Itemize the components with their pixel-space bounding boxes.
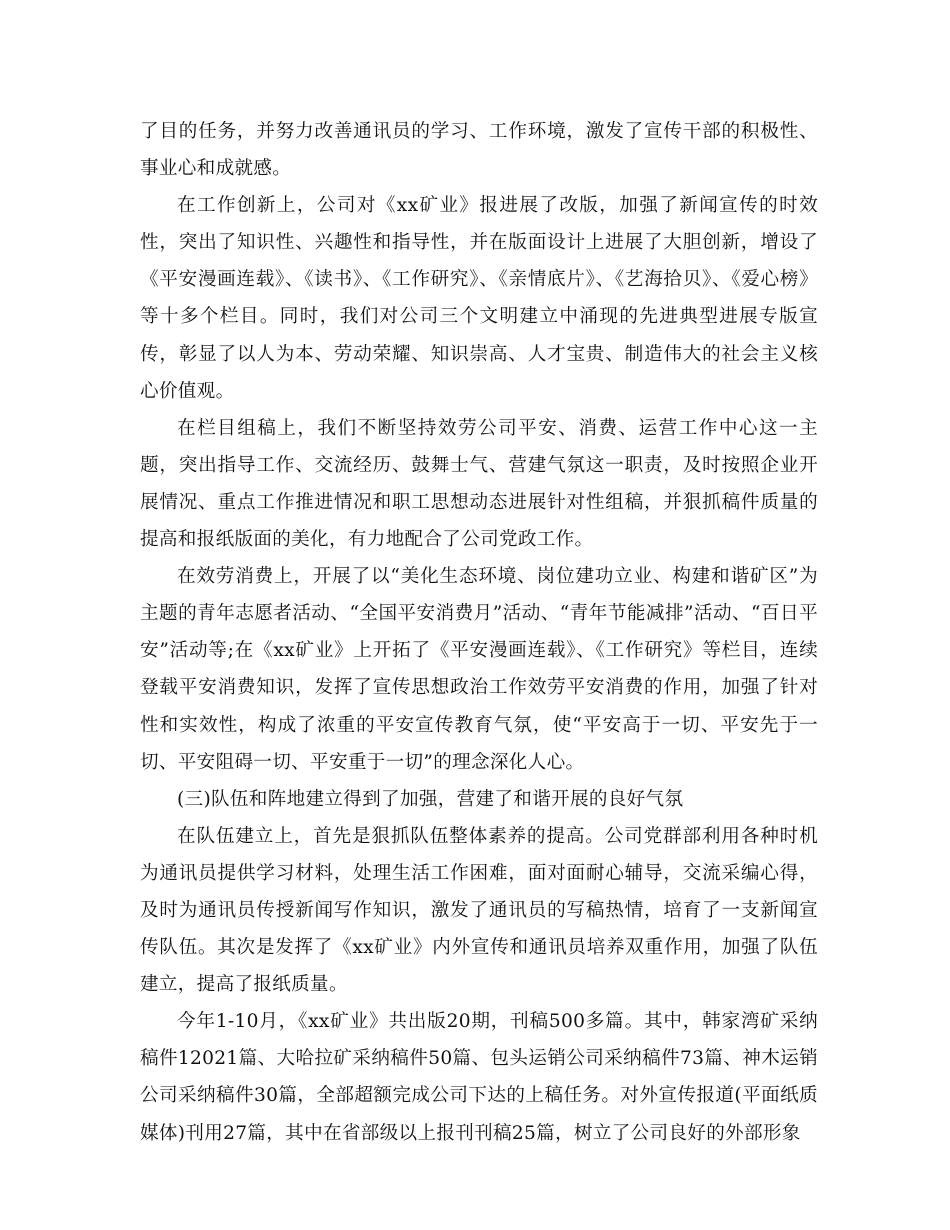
paragraph-6: 在队伍建立上，首先是狠抓队伍整体素养的提高。公司党群部利用各种时机为通讯员提供学习材料，处理生活工作困难，面对面耐心辅导，交流采编心得，及时为通讯员传授新闻写作知识，激发了通讯员的写稿热情，培育了一支新闻宣传队伍。其次是发挥了《xx矿业》内外宣传和通讯员培养双重作用，加强了队伍建立，提高了报纸质量。 [140,825,818,996]
paragraph-7: 今年1-10月，《xx矿业》共出版20期，刊稿500多篇。其中，韩家湾矿采纳稿件12021篇、大哈拉矿采纳稿件50篇、包头运销公司采纳稿件73篇、神木运销公司采纳稿件30篇，全部超额完成公司下达的上稿任务。对外宣传报道(平面纸质媒体)刊用27篇，其中在省部级以上报刊刊稿25篇，树立了公司良好的外部形象 [140,1011,818,1144]
section-heading: (三)队伍和阵地建立得到了加强，营建了和谐开展的良好气氛 [177,788,684,810]
document-page [140,113,818,1152]
paragraph-4: 在效劳消费上，开展了以“美化生态环境、岗位建功立业、构建和谐矿区”为主题的青年志愿者活动、“全国平安消费月”活动、“青年节能减排”活动、“百日平安”活动等;在《xx矿业》上开拓了《平安漫画连载》、《工作研究》等栏目，连续登载平安消费知识，发挥了宣传思想政治工作效劳平安消费的作用，加强了针对性和实效性，构成了浓重的平安宣传教育气氛，使“平安高于一切、平安先于一切、平安阻碍一切、平安重于一切”的理念深化人心。 [140,566,818,773]
paragraph-2: 在工作创新上，公司对《xx矿业》报进展了改版，加强了新闻宣传的时效性，突出了知识性、兴趣性和指导性，并在版面设计上进展了大胆创新，增设了《平安漫画连载》、《读书》、《工作研究》、《亲情底片》、《艺海拾贝》、《爱心榜》等十多个栏目。同时，我们对公司三个文明建立中涌现的先进典型进展专版宣传，彰显了以人为本、劳动荣耀、知识崇高、人才宝贵、制造伟大的社会主义核心价值观。 [140,195,818,402]
paragraph-1: 了目的任务，并努力改善通讯员的学习、工作环境，激发了宣传干部的积极性、事业心和成就感。 [140,121,818,180]
paragraph-3: 在栏目组稿上，我们不断坚持效劳公司平安、消费、运营工作中心这一主题，突出指导工作、交流经历、鼓舞士气、营建气氛这一职责，及时按照企业开展情况、重点工作推进情况和职工思想动态进展针对性组稿，并狠抓稿件质量的提高和报纸版面的美化，有力地配合了公司党政工作。 [140,417,818,551]
